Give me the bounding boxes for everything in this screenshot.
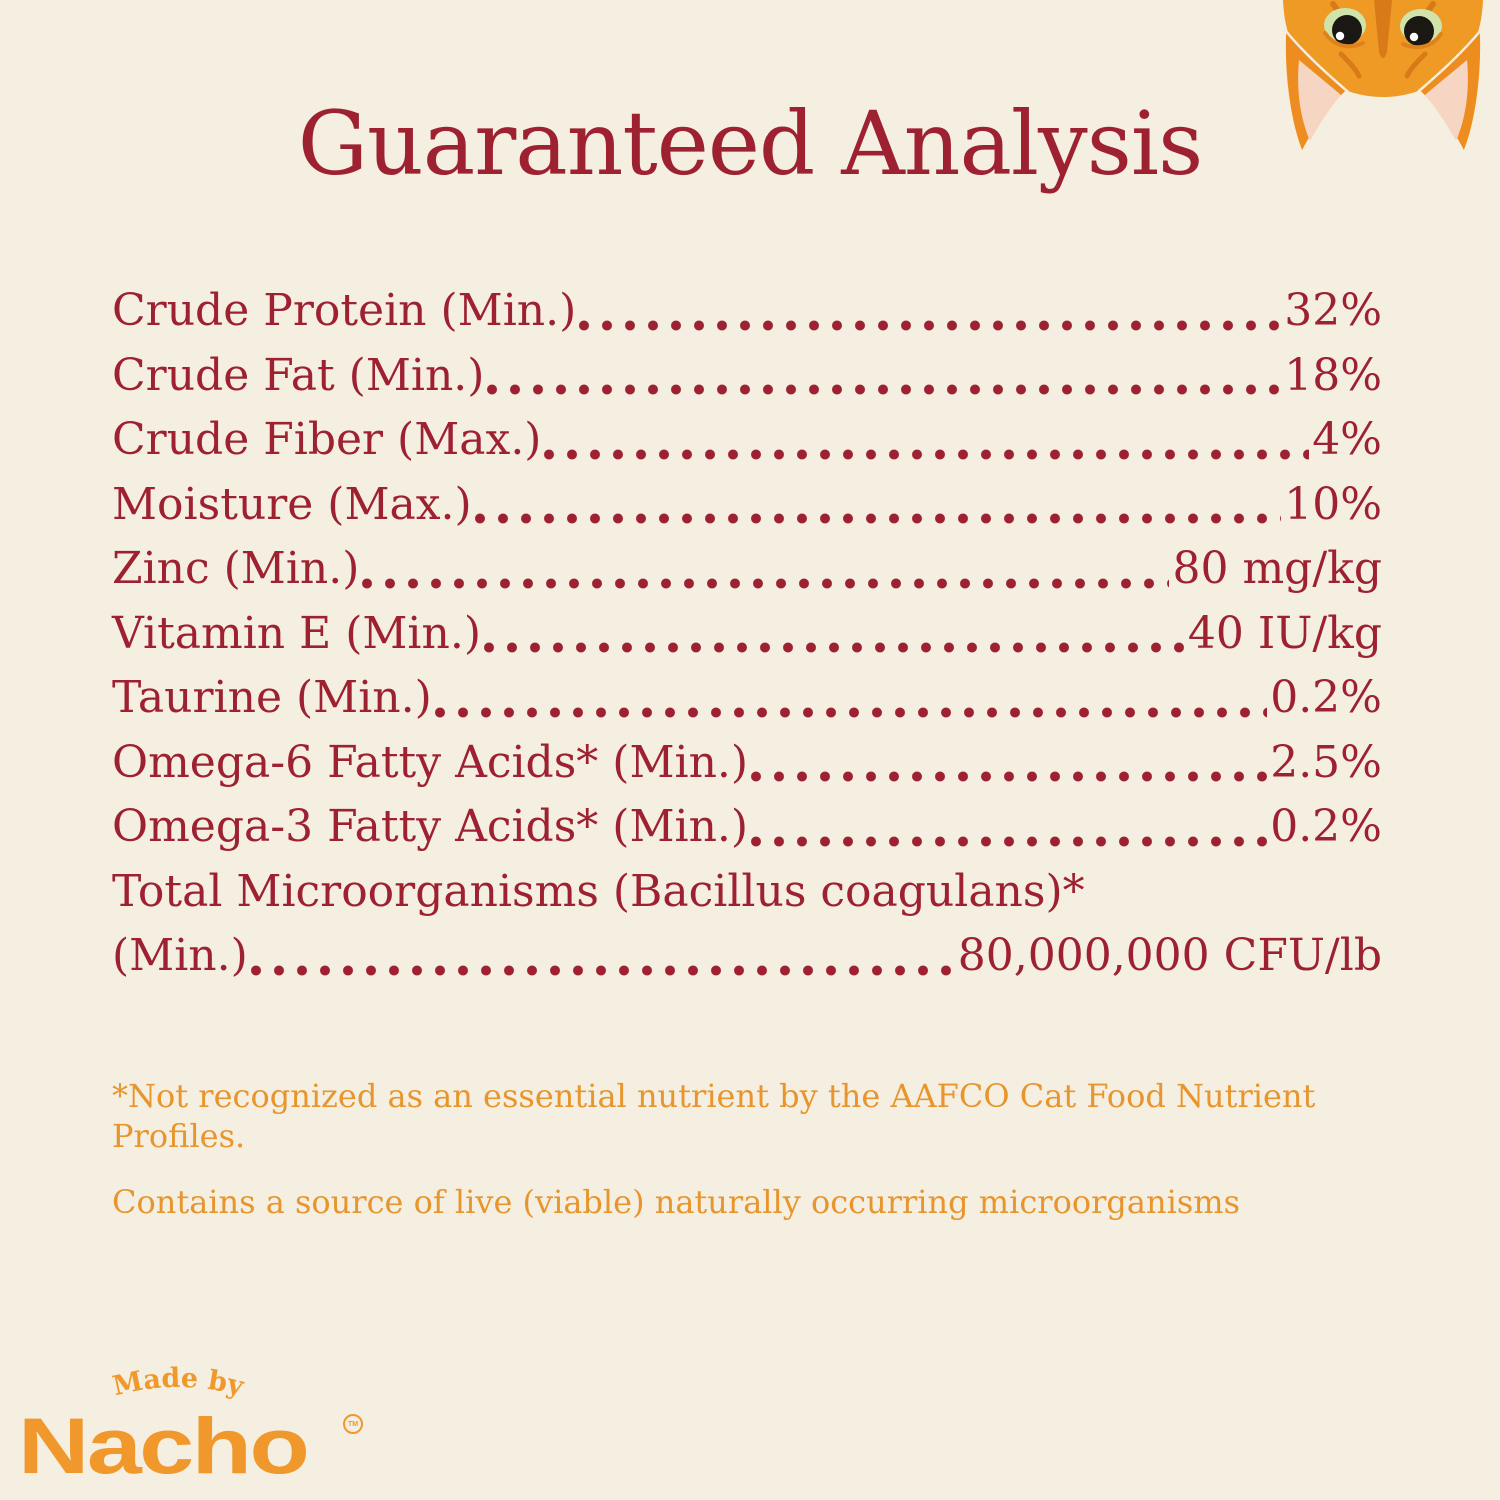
nutrient-label: Omega-3 Fatty Acids* (Min.) — [112, 801, 749, 852]
footnote-line-1: *Not recognized as an essential nutrient by the AAFCO Cat Food Nutrient Profiles. — [112, 1077, 1316, 1155]
nutrient-value: 10% — [1284, 478, 1382, 530]
analysis-row — [112, 408, 1382, 473]
dot-leader — [251, 965, 955, 976]
nutrient-label: Vitamin E (Min.) — [112, 607, 481, 659]
dot-leader — [484, 642, 1185, 653]
analysis-row — [112, 537, 1382, 602]
nutrient-label: Moisture (Max.) — [112, 478, 472, 530]
nutrient-value: 18% — [1284, 349, 1382, 401]
dot-leader — [544, 449, 1309, 460]
brand-logo — [18, 1352, 418, 1500]
nutrient-value: 2.5% — [1270, 736, 1382, 788]
dot-leader — [487, 384, 1281, 395]
nutrient-label: Omega-6 Fatty Acids* (Min.) — [112, 736, 749, 788]
svg-text:Made by — [110, 1363, 248, 1403]
analysis-row — [112, 666, 1382, 731]
brand-wordmark-row — [18, 1401, 308, 1490]
nutrient-value: 80 mg/kg — [1172, 543, 1382, 594]
analysis-row — [112, 795, 1382, 860]
analysis-row — [112, 602, 1382, 667]
nutrient-value: 0.2% — [1270, 672, 1382, 723]
dot-leader — [579, 320, 1281, 331]
dot-leader — [751, 771, 1267, 782]
brand-wordmark: Nacho — [18, 1401, 308, 1490]
analysis-row — [112, 731, 1382, 796]
trademark-icon: TM — [343, 1414, 363, 1434]
nutrient-value: 32% — [1284, 285, 1382, 336]
dot-leader — [475, 513, 1282, 524]
analysis-row — [112, 344, 1382, 409]
nutrient-label: Crude Fiber (Max.) — [112, 414, 542, 465]
nutrient-label: (Min.) — [112, 930, 248, 981]
dot-leader — [751, 836, 1267, 847]
nutrient-label: Zinc (Min.) — [112, 543, 360, 594]
analysis-table — [112, 279, 1382, 989]
logo-tagline: Made by — [109, 1362, 247, 1403]
footnote — [112, 1076, 1405, 1248]
page-title: Guaranteed Analysis — [297, 92, 1203, 195]
nutrient-value: 40 IU/kg — [1187, 607, 1382, 659]
nutrient-value: 0.2% — [1270, 801, 1382, 852]
footnote-line-2: Contains a source of live (viable) naturally occurring microorganisms — [112, 1183, 1241, 1221]
nutrient-label: Crude Fat (Min.) — [112, 349, 485, 401]
analysis-row — [112, 924, 1382, 989]
nutrient-value: 4% — [1312, 414, 1382, 465]
dot-leader — [362, 578, 1169, 589]
nutrient-label-wrapped: Total Microorganisms (Bacillus coagulans)* — [112, 865, 1085, 917]
dot-leader — [435, 707, 1267, 718]
nutrient-value: 80,000,000 CFU/lb — [957, 930, 1382, 981]
analysis-row — [112, 279, 1382, 344]
analysis-row — [112, 473, 1382, 538]
nutrient-label: Taurine (Min.) — [112, 672, 432, 723]
nutrient-label: Crude Protein (Min.) — [112, 285, 577, 336]
